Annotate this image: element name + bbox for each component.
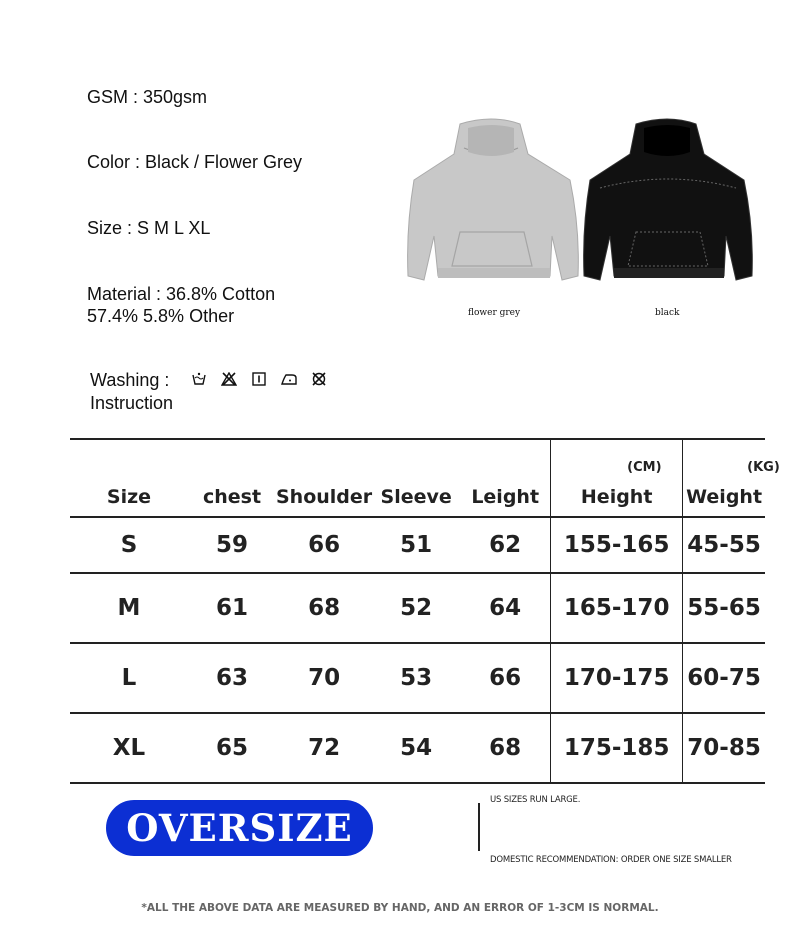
- leight-cell: 62: [489, 532, 522, 558]
- wash-tub-icon: [192, 372, 206, 386]
- header-chest: chest: [202, 486, 262, 508]
- material-line-2: 57.4% 5.8% Other: [87, 306, 235, 326]
- weight-cell: 60-75: [683, 643, 765, 713]
- leight-cell: 66: [489, 665, 522, 691]
- washing-instruction: [90, 369, 173, 415]
- sleeve-cell: 53: [400, 665, 433, 691]
- washing-icons: [192, 372, 326, 386]
- washing-label: Washing :: [90, 370, 170, 390]
- height-unit: (CM): [627, 460, 662, 475]
- height-label: Height: [580, 486, 653, 508]
- leight-cell: 64: [489, 595, 522, 621]
- chest-cell: 61: [215, 595, 248, 621]
- black-hoodie-image: [580, 118, 756, 286]
- divider-bar: [478, 803, 480, 851]
- grey-hoodie-image: [402, 118, 582, 286]
- table-header-row: [70, 439, 765, 517]
- table-row: [70, 573, 765, 643]
- height-cell: 170-175: [551, 643, 683, 713]
- header-weight: [683, 439, 780, 517]
- no-bleach-icon: [221, 372, 237, 386]
- sleeve-cell: 54: [400, 735, 433, 761]
- shoulder-cell: 66: [308, 532, 341, 558]
- color-spec: Color : Black / Flower Grey: [87, 152, 303, 172]
- sleeve-cell: 51: [400, 532, 433, 558]
- grey-caption: flower grey: [468, 308, 521, 318]
- weight-cell: 70-85: [683, 713, 765, 783]
- chest-cell: 59: [215, 532, 248, 558]
- gsm-spec: GSM : 350gsm: [87, 87, 208, 107]
- header-size: Size: [106, 486, 152, 508]
- material-line-1: Material : 36.8% Cotton: [87, 284, 276, 304]
- height-cell: 175-185: [551, 713, 683, 783]
- shoulder-cell: 70: [308, 665, 341, 691]
- us-sizes-note: US SIZES RUN LARGE.: [490, 795, 581, 805]
- shoulder-cell: 72: [308, 735, 341, 761]
- header-height: [551, 439, 683, 517]
- no-dryclean-icon: [312, 372, 326, 386]
- height-cell: 165-170: [551, 573, 683, 643]
- size-cell: L: [121, 665, 137, 691]
- header-leight: Leight: [471, 486, 540, 508]
- black-caption: black: [655, 308, 680, 318]
- footer-disclaimer: *ALL THE ABOVE DATA ARE MEASURED BY HAND, AND AN ERROR OF 1-3CM IS NORMAL.: [141, 902, 659, 914]
- oversize-label: OVERSIZE: [126, 806, 353, 850]
- sleeve-cell: 52: [400, 595, 433, 621]
- weight-unit: (KG): [747, 460, 780, 475]
- height-cell: 155-165: [551, 517, 683, 573]
- material-spec: [87, 283, 275, 327]
- size-cell: XL: [112, 735, 146, 761]
- table-row: [70, 643, 765, 713]
- chest-cell: 63: [215, 665, 248, 691]
- table-row: [70, 517, 765, 573]
- weight-label: Weight: [686, 486, 763, 508]
- size-cell: M: [117, 595, 141, 621]
- domestic-note: DOMESTIC RECOMMENDATION: ORDER ONE SIZE SMALLER: [490, 855, 732, 865]
- oversize-badge: [106, 800, 373, 856]
- size-spec: Size : S M L XL: [87, 218, 211, 238]
- weight-cell: 55-65: [683, 573, 765, 643]
- header-shoulder: Shoulder: [276, 486, 373, 508]
- shoulder-cell: 68: [308, 595, 341, 621]
- instruction-label: Instruction: [90, 393, 174, 413]
- header-sleeve: Sleeve: [380, 486, 452, 508]
- iron-icon: [281, 372, 297, 386]
- chest-cell: 65: [215, 735, 248, 761]
- size-cell: S: [120, 532, 138, 558]
- leight-cell: 68: [489, 735, 522, 761]
- table-row: [70, 713, 765, 783]
- weight-cell: 45-55: [683, 517, 765, 573]
- size-chart-table: [70, 438, 780, 784]
- dry-icon: [252, 372, 266, 386]
